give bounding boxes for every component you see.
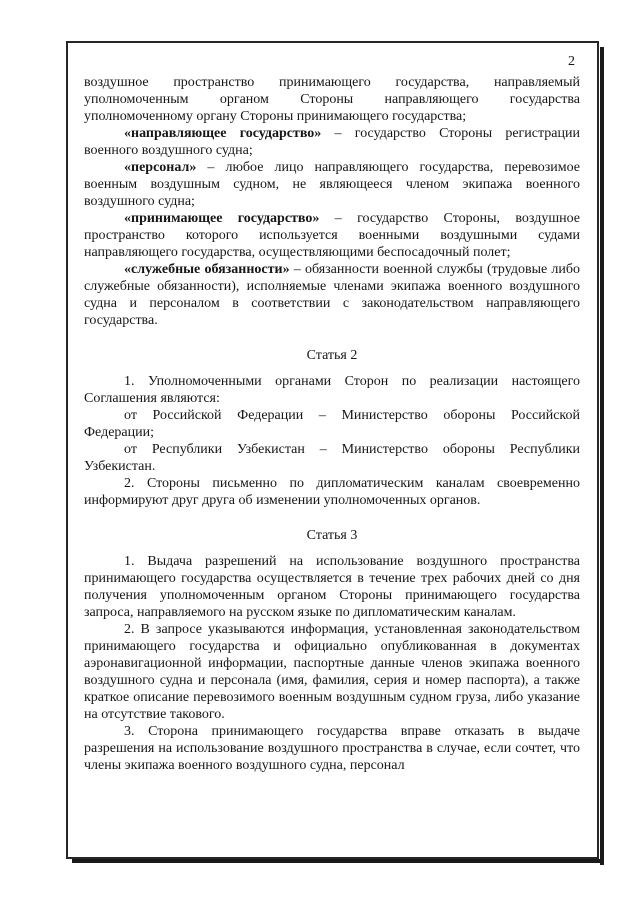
- definition-text: – государство Стороны регистрации военного воздушного судна;: [84, 126, 580, 158]
- article-2-paragraph: 2. Стороны письменно по дипломатическим каналам своевременно информируют друг друга об изменении уполномоченных органов.: [84, 476, 580, 508]
- article-2-heading: Статья 2: [306, 348, 358, 363]
- page-frame-shadow-right: [600, 47, 604, 865]
- document-body: [84, 74, 580, 774]
- definition-continuation: воздушное пространство принимающего государства, направляемый уполномоченным органом Стороны направляющего государства уполномоченному органу Стороны принимающего государства;: [84, 75, 580, 124]
- definition-personnel: [84, 159, 580, 210]
- article-2-paragraph: от Республики Узбекистан – Министерство обороны Республики Узбекистан.: [84, 442, 580, 474]
- definition-term: «направляющее государство»: [124, 126, 322, 141]
- article-2-paragraph: от Российской Федерации – Министерство обороны Российской Федерации;: [84, 408, 580, 440]
- definition-text: – любое лицо направляющего государства, перевозимое военным воздушным судном, не являющееся членом экипажа военного воздушного судна;: [84, 160, 580, 209]
- page-frame-shadow-bottom: [72, 859, 604, 863]
- definition-term: «служебные обязанности»: [124, 262, 290, 277]
- page-number: 2: [568, 54, 575, 69]
- definition-term: «персонал»: [124, 160, 197, 175]
- article-3-paragraph: 2. В запросе указываются информация, установленная законодательством принимающего государства и официально опубликованная в документах аэронавигационной информации, паспортные данные членов экипажа военного воздушного судна и персонала (имя, фамилия, серия и номер паспорта), а также краткое описание перевозимого военным воздушным судном груза, либо указание на отсутствие такового.: [84, 622, 580, 722]
- article-3-heading: Статья 3: [306, 528, 358, 543]
- article-2-paragraph: 1. Уполномоченными органами Сторон по реализации настоящего Соглашения являются:: [84, 374, 580, 406]
- definition-text: – обязанности военной службы (трудовые либо служебные обязанности), исполняемые членами экипажа военного воздушного судна и персоналом в соответствии с законодательством направляющего государства.: [84, 262, 580, 328]
- article-3-paragraph: 3. Сторона принимающего государства вправе отказать в выдаче разрешения на использование воздушного пространства в случае, если сочтет, что члены экипажа военного воздушного судна, персонал: [84, 724, 580, 773]
- definition-text: – государство Стороны, воздушное пространство которого используется военными воздушными судами направляющего государства, осуществляющими беспосадочный полет;: [84, 211, 580, 260]
- article-3-paragraph: 1. Выдача разрешений на использование воздушного пространства принимающего государства осуществляется в течение трех рабочих дней со дня получения уполномоченным органом Стороны принимающего государства запроса, направляемого на русском языке по дипломатическим каналам.: [84, 554, 580, 620]
- definition-official-duties: [84, 261, 580, 329]
- definition-term: «принимающее государство»: [124, 211, 320, 226]
- definition-receiving-state: [84, 210, 580, 261]
- definition-sending-state: [84, 125, 580, 159]
